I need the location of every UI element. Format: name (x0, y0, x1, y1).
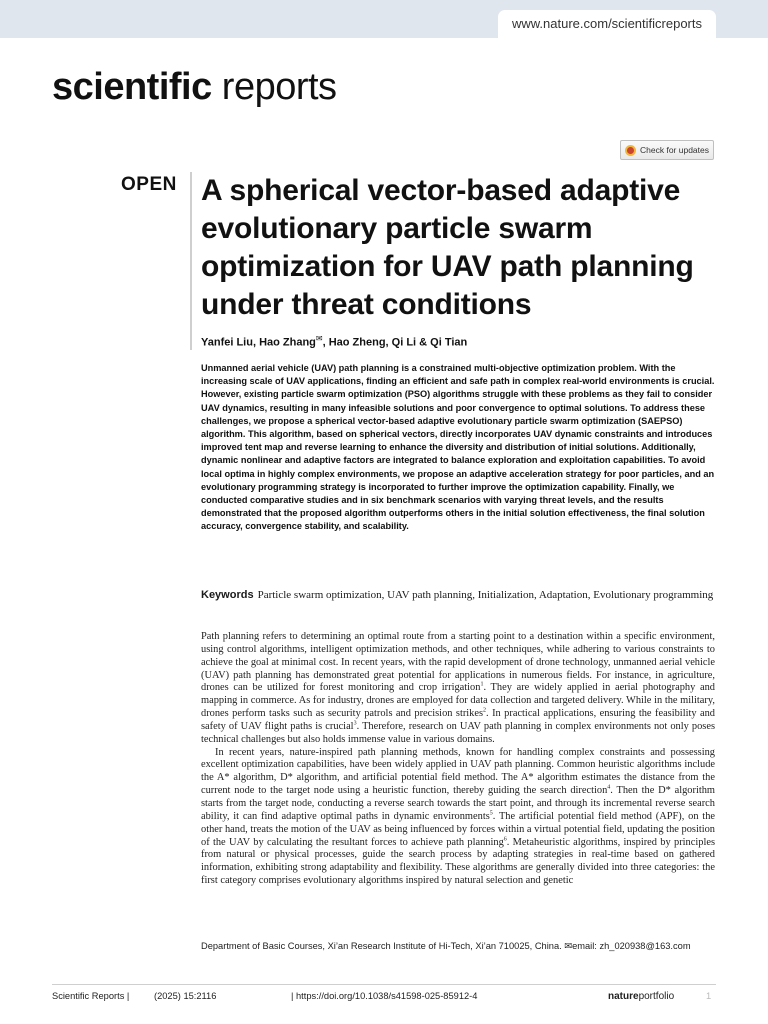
title-divider (190, 172, 192, 350)
email-icon[interactable]: ✉ (315, 334, 323, 343)
reference-link[interactable]: 6 (503, 836, 507, 843)
abstract: Unmanned aerial vehicle (UAV) path planning is a constrained multi-objective optimization problem. With the increasing scale of UAV applications, finding an efficient and safe path in complex real-world environments is crucial. However, existing particle swarm optimization (PSO) algorithms struggle with these problems as they fail to consider UAV dynamics, resulting in many infeasible solutions and poor convergence to optimal solutions. To address these challenges, we propose a spherical vector-based adaptive evolutionary particle swarm optimization (SAEPSO) algorithm. This algorithm, based on spherical vectors, directly incorporates UAV dynamic constraints and introduces improved tent map and reverse learning to enhance the diversity and distribution of initial solutions. Additionally, dynamic nonlinear and adaptive factors are integrated to balance exploration and exploitation capabilities. To avoid local optima in highly complex environments, we propose an adaptive acceleration strategy for poor particles, and an evolutionary programming strategy is incorporated to further improve the optimization capability. Finally, we conducted comparative studies and in six benchmark scenarios with varying threat levels, and the results demonstrated that the proposed algorithm outperforms others in the initial solution effectiveness, the final solution accuracy, convergence stability, and scalability. (201, 363, 715, 532)
keywords (201, 588, 716, 603)
brand-bold: scientific (52, 66, 212, 108)
keywords-list: Particle swarm optimization, UAV path planning, Initialization, Adaptation, Evolutionary programming (257, 589, 714, 601)
body-text (201, 631, 715, 888)
top-bar (0, 0, 768, 38)
journal-brand (52, 66, 337, 109)
paragraph: In recent years, nature-inspired path planning methods, known for handling complex constraints and possessing excellent optimization capabilities, have been widely applied in UAV path planning. Common heuristic algorithms include the A* algorithm, D* algorithm, and artificial potential field method. The A* algorithm estimates the distance from the current node to the target node using a heuristic function, thereby guiding the search direction$^4$. Then the D* algorithm starts from the target node, conducting a reverse search towards the start point, and through its incremental reverse search ability, it can find adaptive optimal paths in dynamic environments$^5$. The artificial potential field method (APF), on the other hand, treats the motion of the UAV as being influenced by forces within a virtual potential field, updating the position of the UAV by calculating the resultant forces to achieve path planning$^6$. Metaheuristic algorithms, inspired by principles from natural or physical processes, guide the search process by adapting strategies in real-time based on gathered information, exhibiting strong adaptability and flexibility. These algorithms are generally divided into three categories: the first category comprises evolutionary algorithms inspired by natural selection and genetic (201, 746, 716, 887)
page-number: 1 (706, 991, 712, 1001)
reference-link[interactable]: 4 (607, 784, 611, 791)
footer-divider (52, 984, 716, 985)
paragraph: Path planning refers to determining an optimal route from a starting point to a destination within a specific environment, using control algorithms, intelligent optimization methods, and other techniques, while adhering to various constraints to achieve the goal at minimal cost. In recent years, with the rapid development of drone technology, unmanned aerial vehicle (UAV) path planning has demonstrated great potential for applications in numerous fields. For instance, in agriculture, drones can be utilized for forest monitoring and crop irrigation$^1$. They are widely applied in aerial photography and mapping in commerce. As for industry, drones are employed for data collection and targeted delivery. While in the military, drones perform tasks such as security patrols and precision strikes$^2$. In practical applications, ensuring the feasibility and safety of UAV flight paths is crucial$^3$. Therefore, research on UAV path planning in complex environments not only poses technical challenges but also holds immense value in various domains. (201, 631, 715, 745)
check-updates-label: Check for updates (640, 145, 709, 155)
reference-link[interactable]: 1 (480, 681, 484, 688)
footer-journal: Scientific Reports | (52, 991, 130, 1001)
crossmark-icon (625, 145, 636, 156)
footer-doi-link[interactable]: | https://doi.org/10.1038/s41598-025-85912-4 (291, 991, 478, 1001)
affiliation: Department of Basic Courses, Xi’an Research Institute of Hi-Tech, Xi’an 710025, China. ✉email: zh_020938@163.com (201, 941, 691, 951)
brand-regular: reports (211, 66, 337, 108)
publisher-logo: natureportfolio (608, 991, 675, 1002)
keywords-heading: Keywords (201, 589, 254, 601)
reference-link[interactable]: 5 (489, 810, 493, 817)
author-list (201, 334, 467, 349)
email-icon: ✉ (564, 941, 573, 951)
check-for-updates-button[interactable] (620, 140, 714, 160)
journal-url[interactable]: www.nature.com/scientificreports (498, 10, 716, 38)
reference-link[interactable]: 2 (483, 707, 487, 714)
article-title: A spherical vector-based adaptive evolutionary particle swarm optimization for UAV path planning under threat conditions (201, 174, 694, 321)
footer-volume: (2025) 15:2116 (154, 991, 217, 1001)
authors-part-2: , Hao Zheng, Qi Li & Qi Tian (322, 336, 468, 349)
corresponding-email[interactable]: email: zh_020938@163.com (572, 941, 691, 951)
authors-part-1: Yanfei Liu, Hao Zhang (201, 336, 316, 349)
reference-link[interactable]: 3 (353, 720, 357, 727)
open-access-label: OPEN (121, 174, 177, 195)
